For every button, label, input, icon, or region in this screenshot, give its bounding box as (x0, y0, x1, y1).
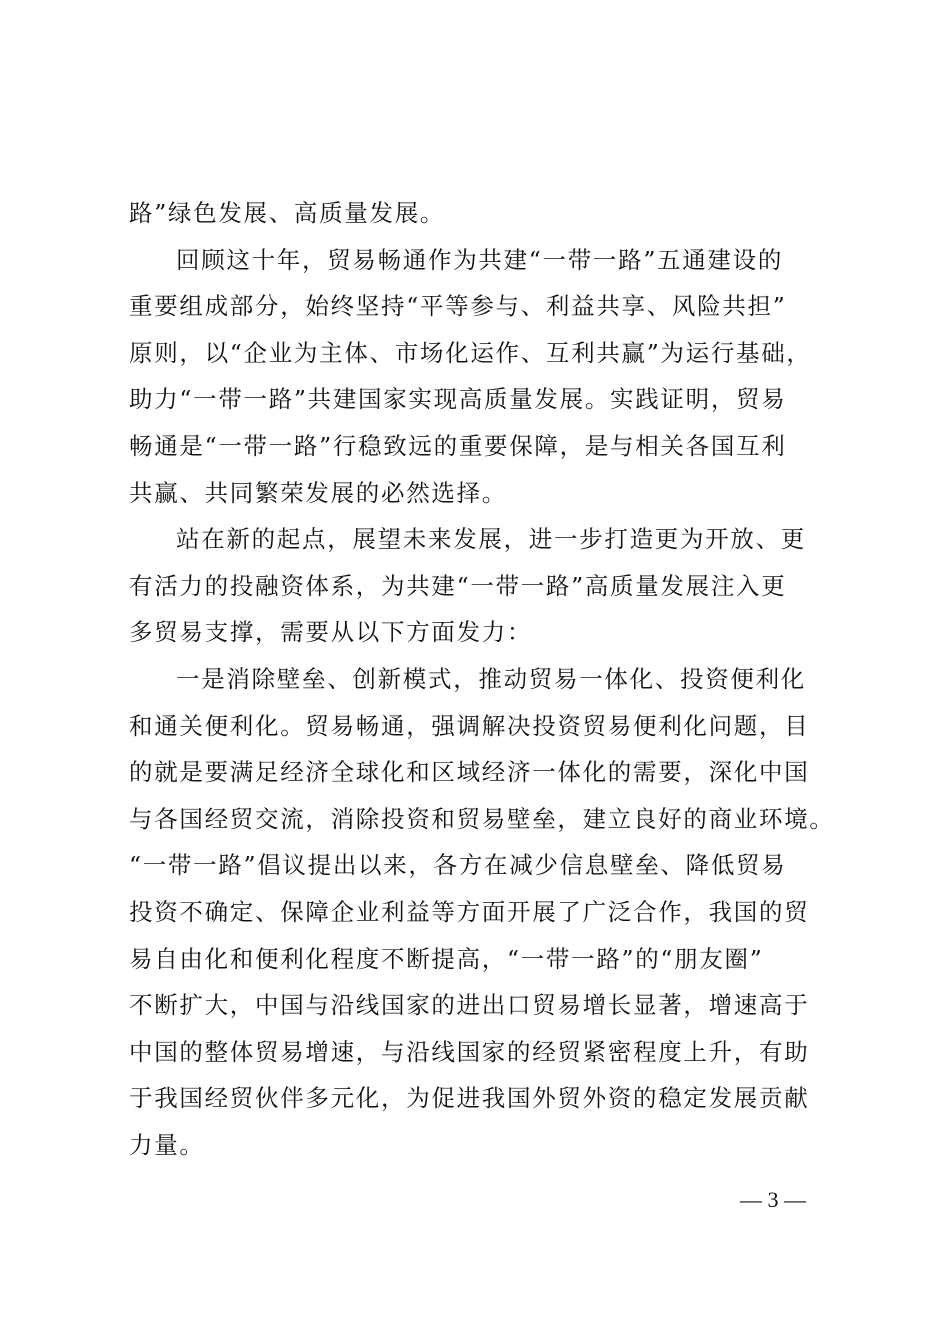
text-line: 不断扩大，中国与沿线国家的进出口贸易增长显著，增速高于 (129, 991, 810, 1020)
text-line: 路”绿色发展、高质量发展。 (129, 199, 446, 227)
text-line: 力量。 (129, 1130, 205, 1159)
text-line: 畅通是“一带一路”行稳致远的重要保障，是与相关各国互利 (129, 431, 787, 460)
text-line-paragraph-start: 站在新的起点，展望未来发展，进一步打造更为开放、更 (176, 525, 806, 554)
text-line: 多贸易支撑，需要从以下方面发力： (129, 618, 533, 647)
text-line-paragraph-start: 一是消除壁垒、创新模式，推动贸易一体化、投资便利化 (176, 664, 806, 693)
body-text (129, 190, 839, 1168)
text-line: 的就是要满足经济全球化和区域经济一体化的需要，深化中国 (129, 758, 810, 787)
text-line-paragraph-start: 回顾这十年，贸易畅通作为共建“一带一路”五通建设的 (176, 245, 784, 274)
text-line: “一带一路”倡议提出以来，各方在减少信息壁垒、降低贸易 (129, 851, 787, 880)
text-line: 有活力的投融资体系，为共建“一带一路”高质量发展注入更 (129, 571, 787, 600)
text-line: 与各国经贸交流，消除投资和贸易壁垒，建立良好的商业环境。 (129, 804, 835, 833)
text-line: 共赢、共同繁荣发展的必然选择。 (129, 478, 507, 507)
text-line: 投资不确定、保障企业利益等方面开展了广泛合作，我国的贸 (129, 897, 810, 926)
text-line: 中国的整体贸易增速，与沿线国家的经贸紧密程度上升，有助 (129, 1037, 810, 1066)
text-line: 和通关便利化。贸易畅通，强调解决投资贸易便利化问题，目 (129, 711, 810, 740)
text-line: 助力“一带一路”共建国家实现高质量发展。实践证明，贸易 (129, 385, 787, 414)
page-number: — 3 — (740, 1187, 806, 1212)
text-line: 易自由化和便利化程度不断提高，“一带一路”的“朋友圈” (129, 944, 764, 973)
text-line: 重要组成部分，始终坚持“平等参与、利益共享、风险共担” (129, 292, 787, 321)
text-line: 原则，以“企业为主体、市场化运作、互利共赢”为运行基础， (129, 338, 812, 367)
text-line: 于我国经贸伙伴多元化，为促进我国外贸外资的稳定发展贡献 (129, 1084, 810, 1113)
